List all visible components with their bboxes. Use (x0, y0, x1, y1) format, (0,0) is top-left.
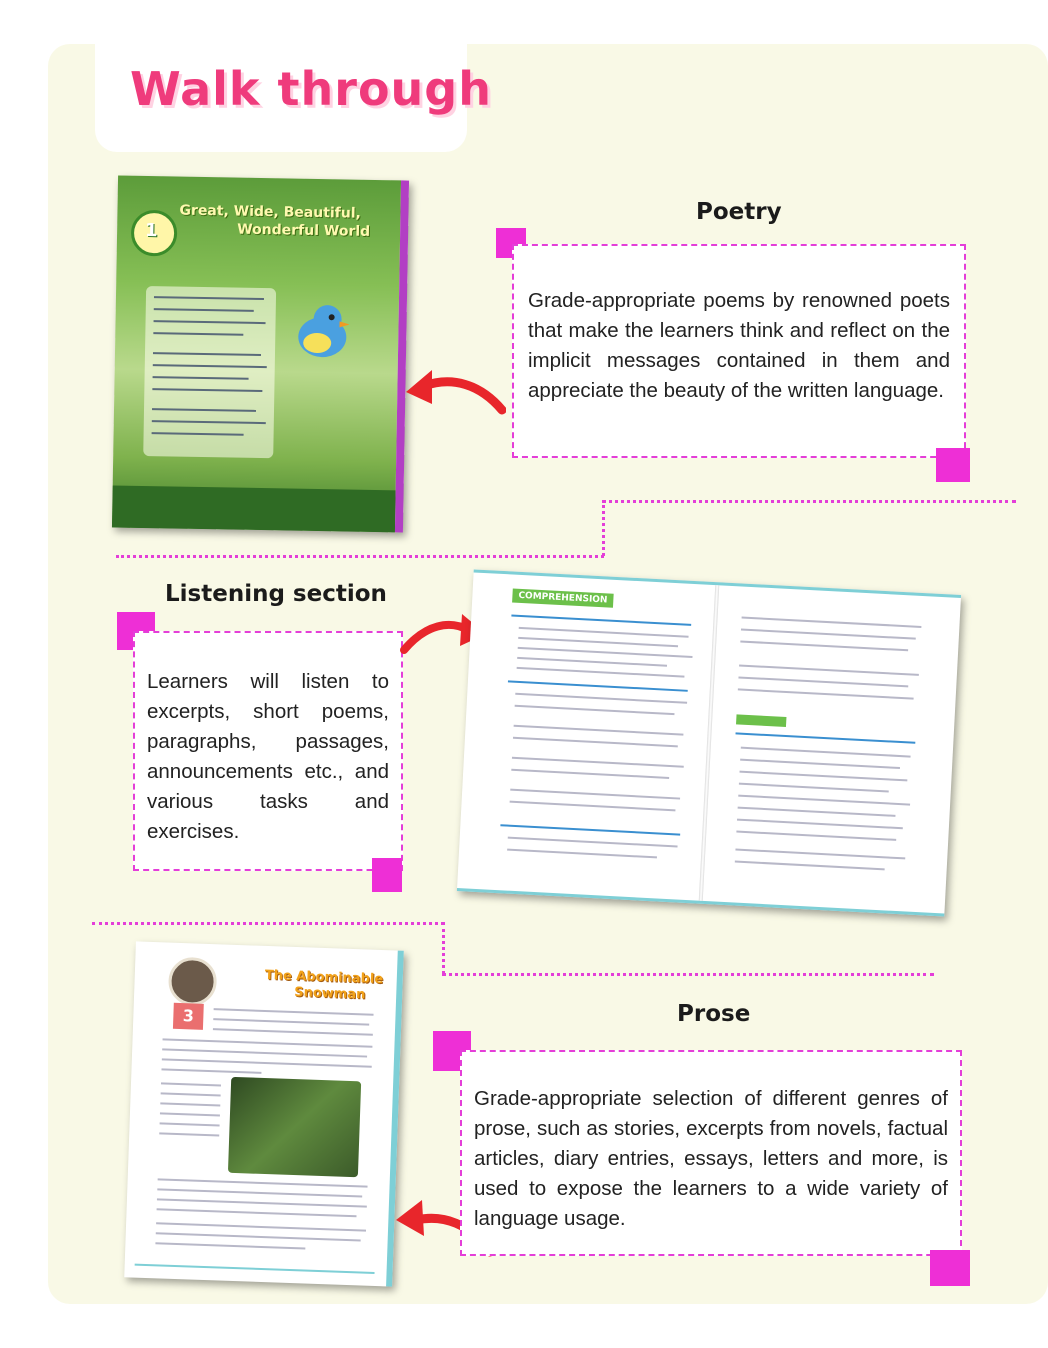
poetry-description-box (512, 244, 966, 458)
connector-horizontal-1a (602, 500, 1016, 503)
poem-title-line1: Great, Wide, Beautiful, (179, 202, 362, 222)
listening-tag-label (736, 714, 786, 727)
prose-page-thumbnail (124, 941, 404, 1286)
poetry-description: Grade-appropriate poems by renowned poets that make the learners think and reflect on the implicit messages contained in them and appreciate the beauty of the written language. (528, 289, 950, 402)
connector-vertical-1 (602, 500, 605, 556)
prose-tag-bottom (930, 1250, 970, 1286)
prose-description-box (460, 1050, 962, 1256)
bird-illustration (287, 296, 358, 367)
poetry-page-thumbnail (112, 175, 409, 532)
listening-heading: Listening section (165, 581, 387, 607)
connector-horizontal-2a (92, 922, 444, 925)
prose-title-line2: Snowman (293, 984, 366, 1003)
listening-page-thumbnail (457, 569, 961, 916)
connector-horizontal-1b (116, 555, 604, 558)
connector-vertical-2 (442, 922, 445, 974)
listening-tag-bottom (372, 858, 402, 892)
poetry-heading: Poetry (696, 199, 782, 225)
poem-number: 1 (144, 219, 158, 242)
listening-description-box (133, 631, 403, 871)
prose-description: Grade-appropriate selection of different genres of prose, such as stories, excerpts from novels, factual articles, diary entries, essays, letters and more, is used to expose the learners to a wide variety of language usage. (474, 1087, 948, 1230)
poem-text-area (143, 286, 276, 458)
prose-heading: Prose (677, 1001, 751, 1027)
prose-title-line1: The Abominable (264, 967, 384, 988)
poetry-tag-bottom (936, 448, 970, 482)
book-spine (699, 585, 720, 901)
comprehension-label: COMPREHENSION (512, 589, 614, 608)
poetry-arrow (402, 362, 506, 424)
page-title: Walk through (130, 62, 492, 116)
poem-footer-strip (112, 485, 396, 532)
connector-horizontal-2b (442, 973, 934, 976)
listening-description: Learners will listen to excerpts, short poems, paragraphs, passages, announcements etc., and various tasks and exercises. (147, 670, 389, 843)
snowman-photo (228, 1077, 361, 1177)
poem-title-line2: Wonderful World (237, 221, 371, 240)
prose-badge-image (168, 957, 218, 1007)
prose-number: 3 (173, 1003, 204, 1030)
